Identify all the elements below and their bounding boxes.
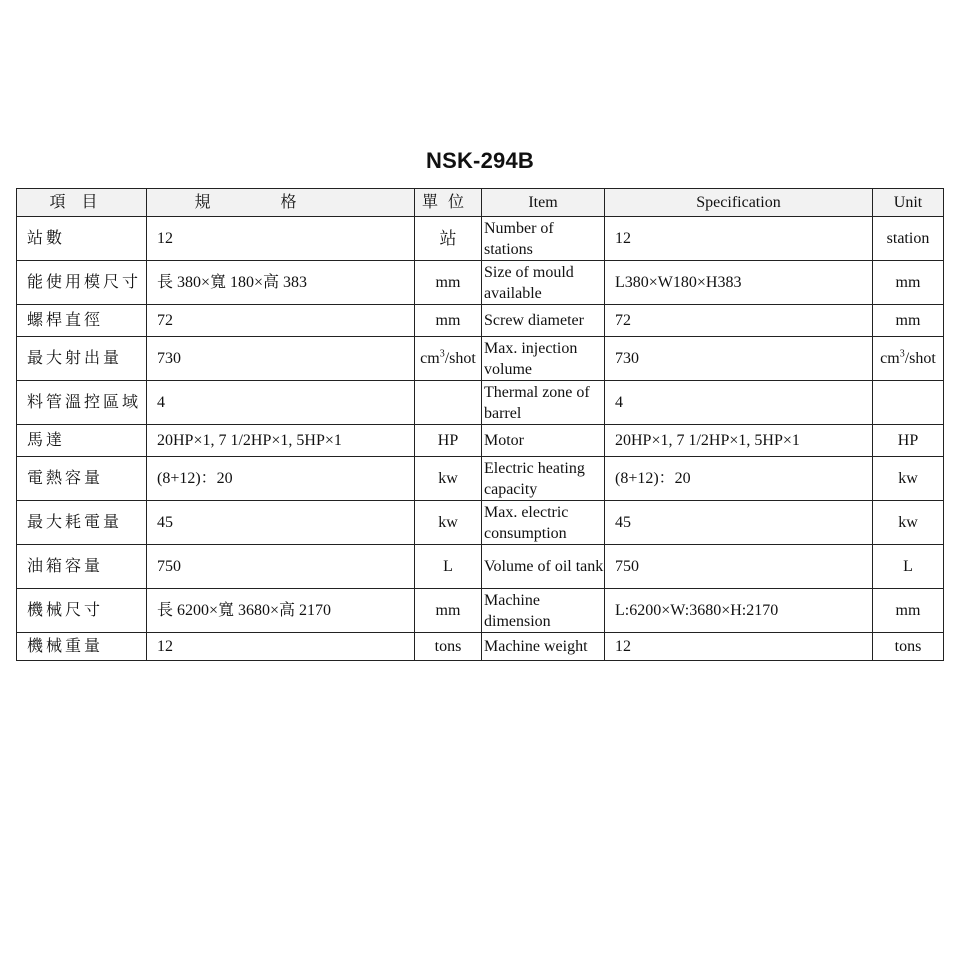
cn-spec-cell: 730 [147,337,415,381]
spec-table [16,188,944,661]
cn-item-cell: 螺桿直徑 [17,305,147,337]
en-spec-cell: 12 [605,217,873,261]
en-spec-cell: L380×W180×H383 [605,261,873,305]
en-unit-cell: mm [873,261,944,305]
cn-spec-cell: 45 [147,501,415,545]
en-spec-cell: 4 [605,381,873,425]
table-row [17,337,944,381]
cn-spec-cell: 12 [147,633,415,661]
en-unit-cell: station [873,217,944,261]
en-spec-cell: 45 [605,501,873,545]
en-item-cell: Thermal zone of barrel [482,381,605,425]
cn-item-cell: 機械尺寸 [17,589,147,633]
cn-spec-cell: 72 [147,305,415,337]
cn-item-cell: 馬達 [17,425,147,457]
cn-item-cell: 電熱容量 [17,457,147,501]
cn-item-cell: 料管溫控區域 [17,381,147,425]
cn-item-cell: 機械重量 [17,633,147,661]
unit-tail: /shot [444,350,476,367]
header-en-spec: Specification [605,189,873,217]
unit-superscript: 3 [439,348,445,360]
en-unit-cell [873,337,944,381]
en-item-cell: Max. injection volume [482,337,605,381]
table-row [17,633,944,661]
unit-base: cm [420,350,440,367]
table-row [17,217,944,261]
cn-spec-cell: 750 [147,545,415,589]
cn-spec-cell: 12 [147,217,415,261]
en-unit-cell: HP [873,425,944,457]
table-row [17,305,944,337]
table-row [17,501,944,545]
cn-unit-cell: 站 [415,217,482,261]
cn-unit-cell: mm [415,261,482,305]
en-unit-cell: L [873,545,944,589]
en-item-cell: Number of stations [482,217,605,261]
cn-unit-cell [415,337,482,381]
en-unit-cell: kw [873,457,944,501]
en-item-cell: Size of mould available [482,261,605,305]
header-cn-spec: 規格 [147,189,415,217]
cn-unit-cell [415,381,482,425]
en-spec-cell: 730 [605,337,873,381]
table-row [17,589,944,633]
en-item-cell: Motor [482,425,605,457]
table-row [17,457,944,501]
header-cn-unit: 單位 [415,189,482,217]
en-item-cell: Screw diameter [482,305,605,337]
cn-unit-cell: tons [415,633,482,661]
cn-unit-cell: mm [415,305,482,337]
en-item-cell: Machine dimension [482,589,605,633]
en-unit-cell: tons [873,633,944,661]
cn-item-cell: 最大耗電量 [17,501,147,545]
cn-spec-cell: 長 6200×寬 3680×高 2170 [147,589,415,633]
cn-unit-cell: kw [415,501,482,545]
en-spec-cell: 750 [605,545,873,589]
cn-spec-cell: 長 380×寬 180×高 383 [147,261,415,305]
cn-unit-cell: L [415,545,482,589]
en-item-cell: Volume of oil tank [482,545,605,589]
en-spec-cell: (8+12)：20 [605,457,873,501]
en-unit-cell: kw [873,501,944,545]
cn-item-cell: 能使用模尺寸 [17,261,147,305]
unit-base: cm [880,350,900,367]
header-cn-item: 項目 [17,189,147,217]
unit-superscript: 3 [899,348,905,360]
en-unit-cell: mm [873,305,944,337]
en-spec-cell: 72 [605,305,873,337]
table-row [17,545,944,589]
cn-item-cell: 油箱容量 [17,545,147,589]
header-en-unit: Unit [873,189,944,217]
table-row [17,381,944,425]
en-item-cell: Machine weight [482,633,605,661]
cn-unit-cell: kw [415,457,482,501]
header-en-item: Item [482,189,605,217]
en-spec-cell: 12 [605,633,873,661]
en-spec-cell: L:6200×W:3680×H:2170 [605,589,873,633]
page-title: NSK-294B [426,148,534,173]
en-item-cell: Max. electric consumption [482,501,605,545]
en-unit-cell: mm [873,589,944,633]
cn-unit-cell: mm [415,589,482,633]
table-header-row [17,189,944,217]
unit-tail: /shot [904,350,936,367]
cn-spec-cell: (8+12)：20 [147,457,415,501]
table-row [17,261,944,305]
en-spec-cell: 20HP×1, 7 1/2HP×1, 5HP×1 [605,425,873,457]
table-row [17,425,944,457]
cn-spec-cell: 4 [147,381,415,425]
cn-item-cell: 站數 [17,217,147,261]
en-item-cell: Electric heating capacity [482,457,605,501]
cn-spec-cell: 20HP×1, 7 1/2HP×1, 5HP×1 [147,425,415,457]
cn-item-cell: 最大射出量 [17,337,147,381]
en-unit-cell [873,381,944,425]
cn-unit-cell: HP [415,425,482,457]
